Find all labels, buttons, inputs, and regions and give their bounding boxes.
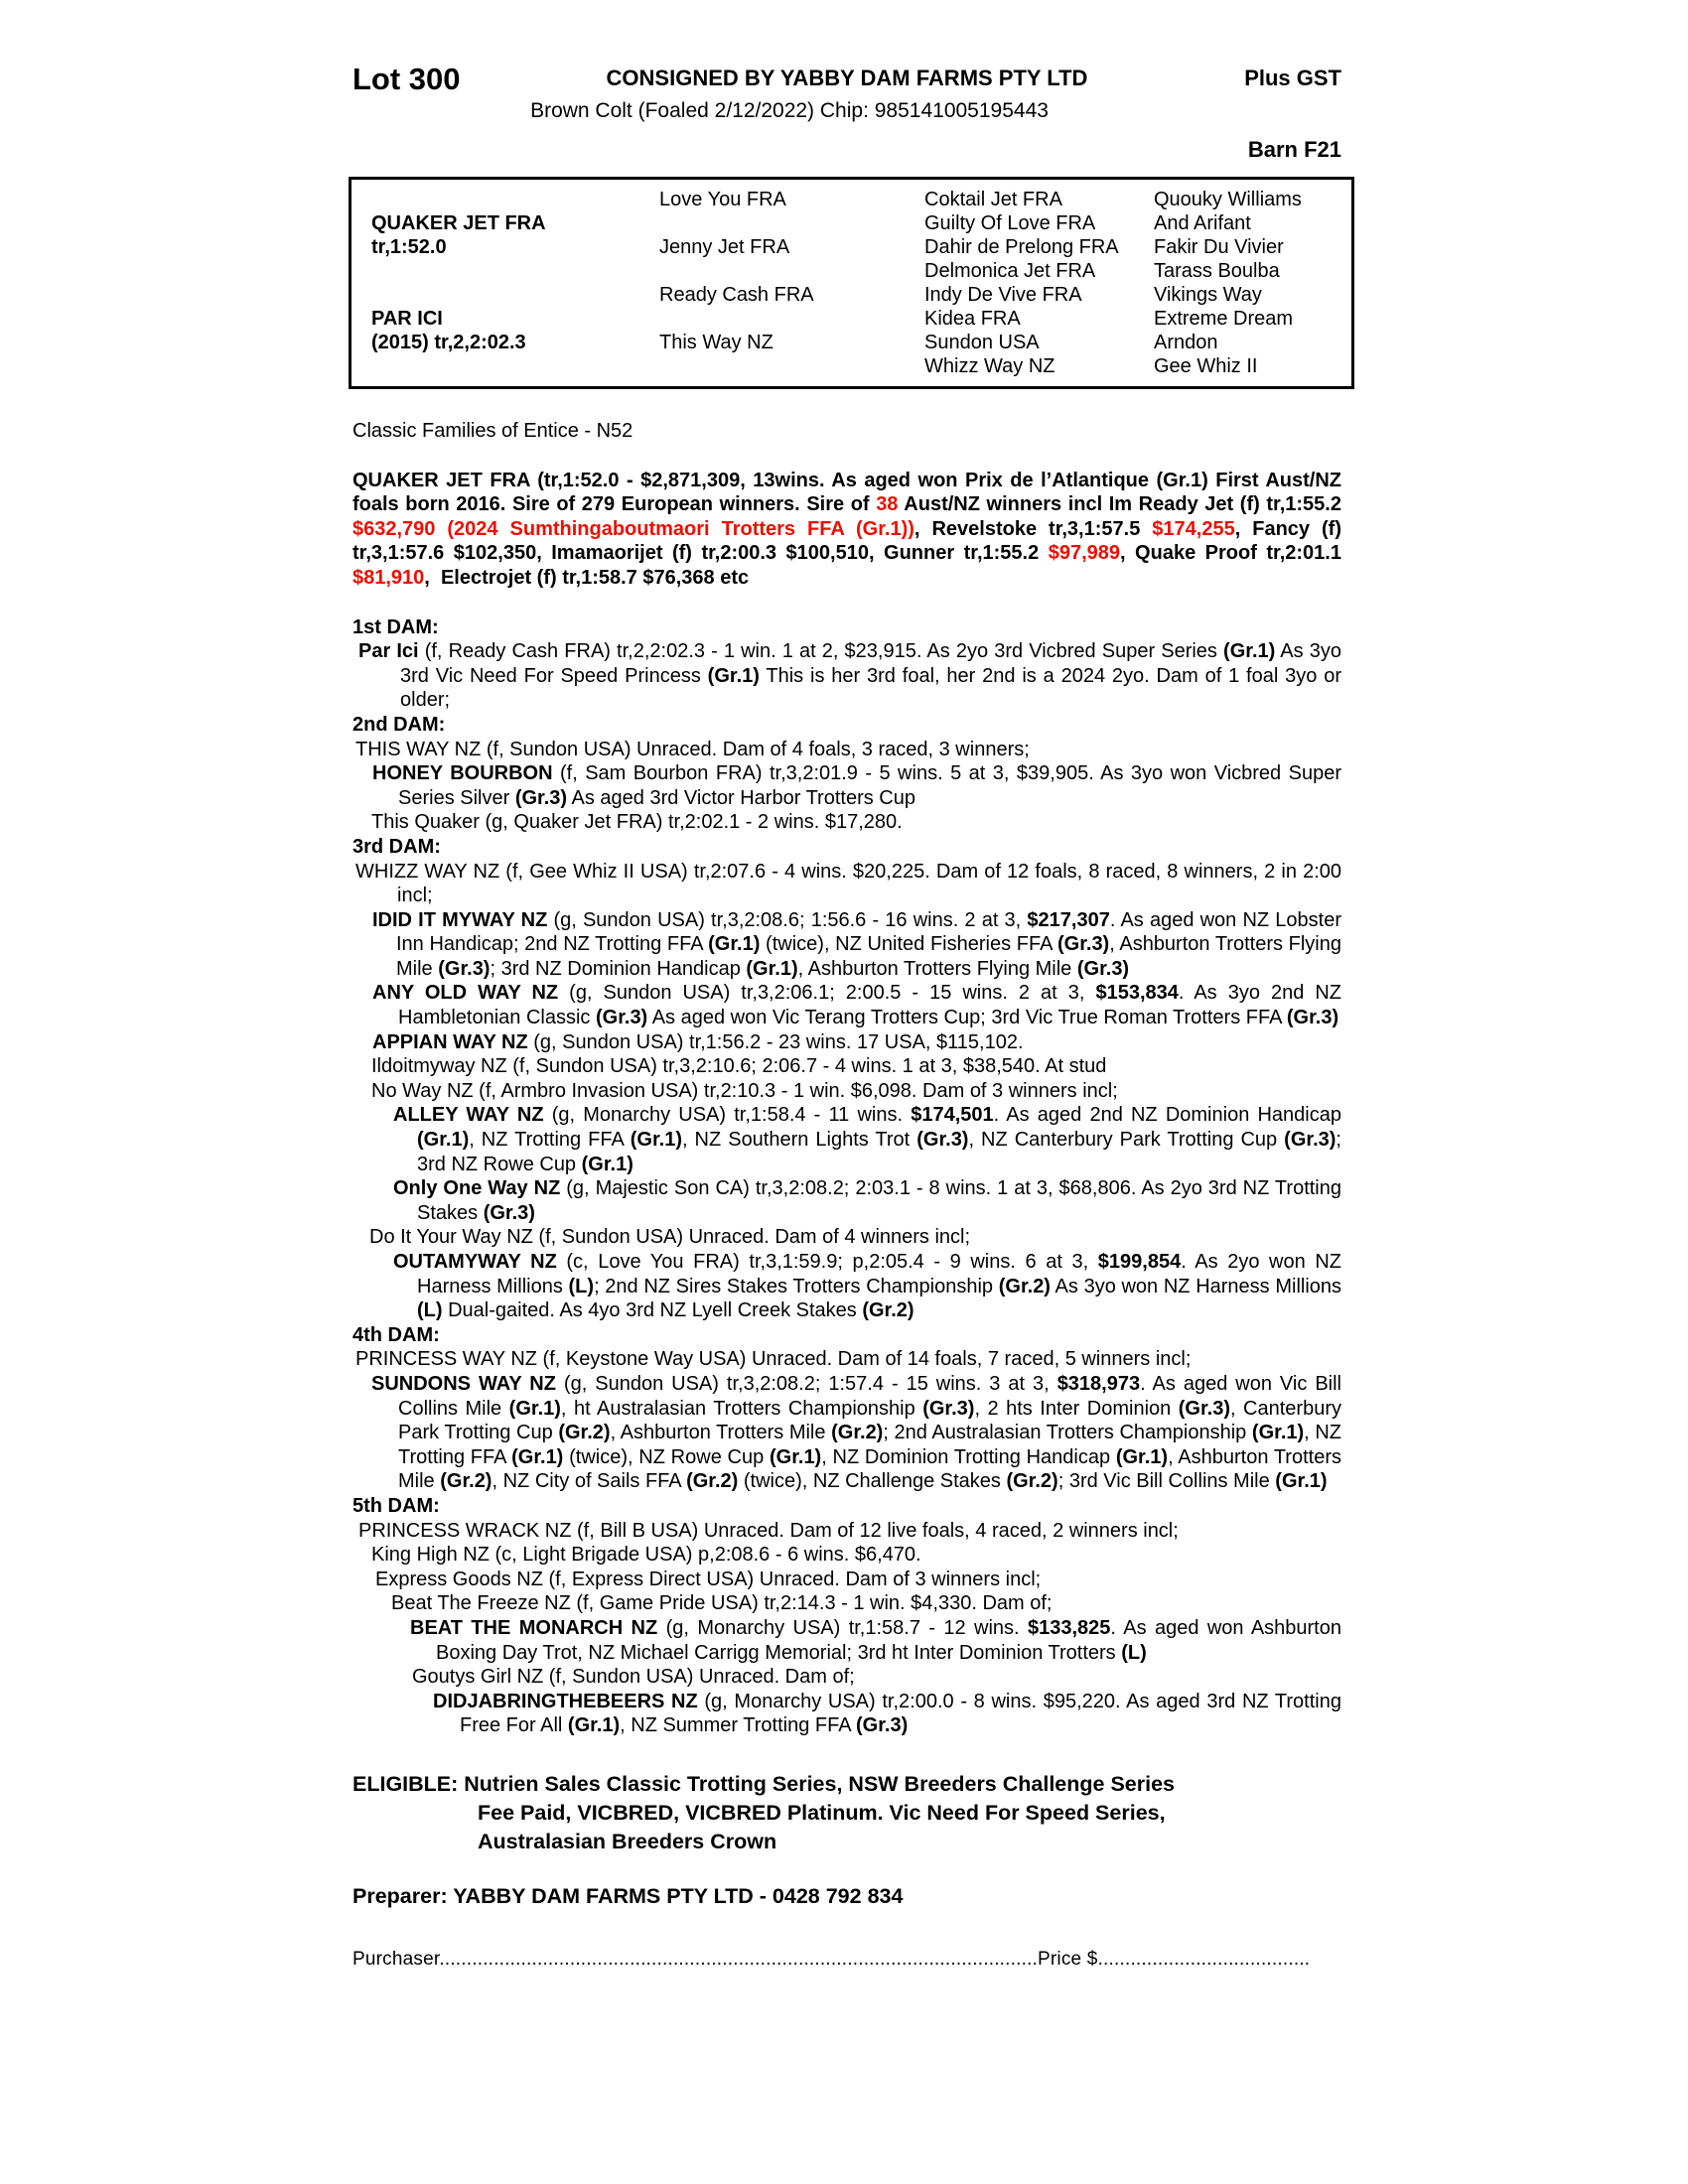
text-run: ; 3rd Vic Bill Collins Mile [1057, 1470, 1276, 1493]
pedigree-row [371, 331, 1351, 354]
dam3-do-it-your-way [352, 1225, 1341, 1250]
dam3-no-way [352, 1079, 1341, 1104]
red-highlight-text: $97,989 [1048, 542, 1120, 565]
pedigree-cell: Quouky Williams [1154, 189, 1302, 210]
dam5-goutys-girl [352, 1665, 1341, 1690]
text-run: (Gr.3) [1286, 1007, 1339, 1029]
pedigree-cell: Vikings Way [1154, 284, 1262, 306]
dam3-only-one-way [352, 1176, 1347, 1225]
text-run: This Quaker (g, Quaker Jet FRA) tr,2:02.1 - 2 wins. $17,280. [371, 811, 903, 834]
lot-number: Lot 300 [352, 62, 461, 96]
pedigree-cell: Coktail Jet FRA [924, 189, 1062, 210]
text-run: $318,973 [1056, 1372, 1141, 1395]
text-run: (Gr.2) [998, 1275, 1051, 1297]
text-run: Dual-gaited. As 4yo 3rd NZ Lyell Creek Stakes [442, 1299, 863, 1322]
text-run: QUAKER JET FRA (tr,1:52.0 - $2,871,309, 13wins. As aged won Prix de l’Atlantique (Gr.1) First Aust/NZ foals born 2016. Sire of 279 European winners. Sire of [352, 469, 1347, 516]
text-run: (Gr.2) [831, 1422, 884, 1444]
text-run: Only One Way NZ [393, 1177, 561, 1200]
text-run: PRINCESS WRACK NZ (f, Bill B USA) Unraced. Dam of 12 live foals, 4 raced, 2 winners incl; [358, 1519, 1179, 1542]
text-run: ; 2nd NZ Sires Stakes Trotters Championship [594, 1275, 999, 1297]
pedigree-row [371, 211, 1351, 235]
text-run: (twice), NZ Challenge Stakes [738, 1470, 1007, 1493]
red-highlight-text: $81,910 [352, 566, 425, 589]
text-run: (Gr.1) [1223, 640, 1276, 663]
text-run: (Gr.1) [511, 1445, 564, 1468]
red-highlight-text: 38 [876, 493, 899, 516]
pedigree-cell [659, 354, 924, 378]
content-column [352, 62, 1347, 1973]
text-run: (Gr.1) [567, 1714, 621, 1737]
text-run: OUTAMYWAY NZ [393, 1251, 557, 1273]
text-run: PRINCESS WAY NZ (f, Keystone Way USA) Unraced. Dam of 14 foals, 7 raced, 5 winners incl; [355, 1348, 1192, 1371]
text-run: (Gr.1) [1115, 1445, 1169, 1468]
dam4-princess-way [352, 1347, 1341, 1372]
text-run: (Gr.1) [746, 957, 798, 980]
dam4-heading [352, 1323, 1341, 1348]
text-run: (g, Sundon USA) tr,3,2:08.2; 1:57.4 - 15 wins. 3 at 3, [555, 1372, 1057, 1395]
text-run: WHIZZ WAY NZ (f, Gee Whiz II USA) tr,2:07.6 - 4 wins. $20,225. Dam of 12 foals, 8 raced, 8 winners, 2 in 2:00 incl; [355, 860, 1347, 907]
text-run: Aust/NZ winners incl Im Ready Jet (f) tr,1:55.2 [898, 493, 1347, 516]
pedigree-cell [371, 188, 659, 211]
text-run: As aged won Vic Terang Trotters Cup; 3rd Vic True Roman Trotters FFA [647, 1007, 1287, 1029]
pedigree-row [371, 283, 1351, 307]
text-run: (twice), NZ Rowe Cup [563, 1445, 770, 1468]
text-run: (Gr.3) [1178, 1397, 1230, 1420]
text-run: , Canterbury Park Trotting Cup [398, 1397, 1347, 1444]
pedigree-text [352, 419, 1347, 1973]
text-run: (Gr.1) [708, 933, 761, 956]
text-run: ; 3rd NZ Rowe Cup [417, 1129, 1347, 1175]
text-run: , Fancy (f) tr,3,1:57.6 $102,350, Imamaorijet (f) tr,2:00.3 $100,510, Gunner tr,1:55.2 [352, 517, 1347, 565]
preparer-line [352, 1884, 1341, 1909]
text-run: Ildoitmyway NZ (f, Sundon USA) tr,3,2:10.6; 2:06.7 - 4 wins. 1 at 3, $38,540. At stud [371, 1055, 1107, 1078]
text-run: (Gr.3) [1076, 957, 1130, 980]
text-run: ALLEY WAY NZ [393, 1104, 544, 1127]
text-run: IDID IT MYWAY NZ [372, 908, 548, 931]
dam3-appian-way [352, 1030, 1341, 1055]
text-run: (Gr.1) [581, 1153, 633, 1175]
pedigree-row [371, 259, 1351, 283]
pedigree-cell: Jenny Jet FRA [659, 236, 790, 258]
dam5-beat-the-monarch [352, 1616, 1347, 1665]
pedigree-row [371, 307, 1351, 331]
text-run: (L) [417, 1299, 443, 1322]
dam2-honey-bourbon [352, 761, 1347, 810]
text-run: (g, Sundon USA) tr,3,2:08.6; 1:56.6 - 16 wins. 2 at 3, [547, 908, 1028, 931]
text-run: No Way NZ (f, Armbro Invasion USA) tr,2:10.3 - 1 win. $6,098. Dam of 3 winners incl; [371, 1079, 1118, 1102]
text-run: (g, Majestic Son CA) tr,3,2:08.2; 2:03.1 - 8 wins. 1 at 3, $68,806. As 2yo 3rd NZ Trotting Stakes [417, 1177, 1347, 1224]
text-run: , NZ Trotting FFA [469, 1129, 631, 1152]
pedigree-cell: Love You FRA [659, 189, 786, 210]
text-run: ELIGIBLE: Nutrien Sales Classic Trotting Series, NSW Breeders Challenge Series [352, 1771, 1176, 1796]
pedigree-table [349, 177, 1354, 389]
text-run: HONEY BOURBON [372, 762, 553, 785]
pedigree-cell: Gee Whiz II [1154, 355, 1258, 377]
text-run: (Gr.3) [438, 957, 491, 980]
pedigree-cell: Arndon [1154, 332, 1218, 353]
pedigree-cell: Tarass Boulba [1154, 260, 1280, 282]
text-run: Par Ici [358, 640, 419, 663]
eligible-statement [352, 1770, 1341, 1856]
pedigree-cell: Extreme Dream [1154, 308, 1294, 330]
text-run: 1st DAM: [352, 615, 439, 638]
dam5-princess-wrack [352, 1519, 1341, 1544]
dam2-this-quaker [352, 810, 1341, 835]
pedigree-cell [659, 211, 924, 235]
red-highlight-text: $174,255 [1152, 517, 1235, 540]
text-run: . As aged won Vic Bill Collins Mile [398, 1372, 1347, 1420]
pedigree-cell: PAR ICI [371, 308, 443, 330]
text-run: Australasian Breeders Crown [478, 1829, 777, 1853]
family-line [352, 419, 1341, 444]
text-run: (f, Sam Bourbon FRA) tr,3,2:01.9 - 5 wins. 5 at 3, $39,905. As 3yo won Vicbred Super Series Silver [398, 762, 1347, 809]
dam5-heading [352, 1494, 1341, 1519]
purchaser-line [352, 1948, 1341, 1973]
pedigree-cell: Delmonica Jet FRA [924, 260, 1096, 282]
pedigree-cell: Ready Cash FRA [659, 284, 814, 306]
pedigree-cell: QUAKER JET FRA [371, 212, 546, 234]
dam2-heading [352, 713, 1341, 738]
text-run: (Gr.3) [1284, 1129, 1336, 1152]
text-run: (Gr.2) [558, 1422, 611, 1444]
pedigree-cell: (2015) tr,2,2:02.3 [371, 332, 526, 353]
pedigree-cell: Fakir Du Vivier [1154, 236, 1284, 258]
text-run: (Gr.2) [1006, 1470, 1058, 1493]
text-run: (g, Monarchy USA) tr,1:58.4 - 11 wins. [543, 1104, 912, 1127]
text-run: Purchaser [352, 1949, 440, 1971]
text-run: . As 2yo won NZ Harness Millions [417, 1251, 1347, 1297]
text-run: (Gr.1) [1275, 1470, 1328, 1493]
text-run: Goutys Girl NZ (f, Sundon USA) Unraced. Dam of; [412, 1666, 855, 1689]
text-run: BEAT THE MONARCH NZ [410, 1616, 658, 1639]
text-run: As 3yo 3rd Vic Need For Speed Princess [400, 640, 1347, 687]
pedigree-cell [659, 307, 924, 331]
text-run: , ht Australasian Trotters Championship [560, 1397, 923, 1420]
dam5-express-goods [352, 1568, 1341, 1592]
red-highlight-text: $632,790 (2024 Sumthingaboutmaori Trotters FFA (Gr.1)) [352, 517, 914, 540]
text-run: $174,501 [911, 1104, 994, 1127]
text-run: , Ashburton Trotters Mile [398, 1445, 1347, 1493]
barn-label: Barn F21 [1247, 137, 1341, 162]
pedigree-cell: tr,1:52.0 [371, 236, 447, 258]
text-run: (Gr.3) [922, 1397, 975, 1420]
text-run: (Gr.3) [1056, 933, 1110, 956]
pedigree-cell [371, 283, 659, 307]
dam2-this-way [352, 738, 1341, 762]
text-run: $199,854 [1097, 1251, 1182, 1273]
pedigree-cell: This Way NZ [659, 332, 774, 353]
pedigree-cell: Dahir de Prelong FRA [924, 236, 1119, 258]
text-run: (c, Love You FRA) tr,3,1:59.9; p,2:05.4 - 9 wins. 6 at 3, [556, 1251, 1098, 1273]
text-run: Preparer: YABBY DAM FARMS PTY LTD - 0428 792 834 [352, 1883, 904, 1908]
pedigree-cell [659, 259, 924, 283]
text-run: . As aged won Ashburton Boxing Day Trot, NZ Michael Carrigg Memorial; 3rd ht Inter Dominion Trotters [436, 1616, 1347, 1664]
text-run: (g, Sundon USA) tr,3,2:06.1; 2:00.5 - 15 wins. 2 at 3, [558, 982, 1096, 1005]
text-run: As 3yo won NZ Harness Millions [1050, 1275, 1347, 1297]
text-run: (Gr.1) [1251, 1422, 1305, 1444]
pedigree-row [371, 188, 1351, 211]
colt-description: Brown Colt (Foaled 2/12/2022) Chip: 985141005195443 [530, 99, 1049, 122]
text-run: (Gr.1) [630, 1129, 682, 1152]
text-run: Beat The Freeze NZ (f, Game Pride USA) tr,2:14.3 - 1 win. $4,330. Dam of; [391, 1592, 1053, 1615]
text-run: (Gr.2) [686, 1470, 739, 1493]
text-run: ; 2nd Australasian Trotters Championship [883, 1422, 1252, 1444]
text-run: $217,307 [1027, 908, 1110, 931]
pedigree-cell: Sundon USA [924, 332, 1040, 353]
text-run: .............................................................................................................. [439, 1949, 1039, 1971]
pedigree-cell: Indy De Vive FRA [924, 284, 1082, 306]
dam1-heading [352, 615, 1341, 640]
text-run: (Gr.3) [916, 1129, 969, 1152]
text-run: ; 3rd NZ Dominion Handicap [490, 957, 747, 980]
text-run: (g, Monarchy USA) tr,1:58.7 - 12 wins. [657, 1616, 1028, 1639]
text-run: (Gr.2) [440, 1470, 492, 1493]
text-run: , NZ Canterbury Park Trotting Cup [968, 1129, 1285, 1152]
text-run: $133,825 [1027, 1616, 1111, 1639]
text-run: . As 3yo 2nd NZ Hambletonian Classic [398, 982, 1347, 1029]
text-run: THIS WAY NZ (f, Sundon USA) Unraced. Dam of 4 foals, 3 raced, 3 winners; [355, 738, 1030, 760]
text-run: (Gr.3) [856, 1714, 909, 1737]
text-run: , Quake Proof tr,2:01.1 [1120, 542, 1347, 565]
dam5-didjabringthebeers [352, 1690, 1347, 1738]
text-run: Do It Your Way NZ (f, Sundon USA) Unraced. Dam of 4 winners incl; [369, 1226, 971, 1249]
text-run: , 2 hts Inter Dominion [974, 1397, 1179, 1420]
dam5-beat-the-freeze [352, 1591, 1341, 1616]
consignor-title: CONSIGNED BY YABBY DAM FARMS PTY LTD [606, 66, 1088, 90]
pedigree-cell [371, 354, 659, 378]
text-run: SUNDONS WAY NZ [371, 1372, 556, 1395]
pedigree-cell: Whizz Way NZ [924, 355, 1055, 377]
text-run: (Gr.2) [862, 1299, 914, 1322]
text-run: . As aged 2nd NZ Dominion Handicap [993, 1104, 1347, 1127]
text-run: , Ashburton Trotters Flying Mile [797, 957, 1077, 980]
dam5-king-high [352, 1543, 1341, 1568]
pedigree-cell: And Arifant [1154, 212, 1251, 234]
text-run: , Ashburton Trotters Flying Mile [396, 933, 1347, 980]
text-run: , Electrojet (f) tr,1:58.7 $76,368 etc [424, 566, 750, 589]
text-run: As aged 3rd Victor Harbor Trotters Cup [567, 786, 915, 809]
text-run: (Gr.1) [508, 1397, 561, 1420]
pedigree-row [371, 354, 1351, 378]
dam3-idid-it-myway [352, 908, 1347, 982]
text-run: King High NZ (c, Light Brigade USA) p,2:08.6 - 6 wins. $6,470. [371, 1544, 921, 1567]
dam3-heading [352, 835, 1341, 860]
text-run: , NZ City of Sails FFA [492, 1470, 687, 1493]
text-run: (f, Ready Cash FRA) tr,2,2:02.3 - 1 win. 1 at 2, $23,915. As 2yo 3rd Vicbred Super Series [418, 640, 1224, 663]
text-run: , Ashburton Trotters Mile [610, 1422, 832, 1444]
pedigree-row [371, 235, 1351, 259]
text-run: ANY OLD WAY NZ [372, 982, 559, 1005]
dam3-ildoitmyway [352, 1054, 1341, 1079]
text-run: Fee Paid, VICBRED, VICBRED Platinum. Vic Need For Speed Series, [478, 1800, 1166, 1825]
text-run: (Gr.1) [769, 1445, 822, 1468]
text-run: (L) [1121, 1641, 1147, 1664]
text-run: Classic Families of Entice - N52 [352, 420, 633, 442]
text-run: , NZ Southern Lights Trot [682, 1129, 917, 1152]
pedigree-cell [371, 259, 659, 283]
text-run: (Gr.3) [514, 786, 568, 809]
dam1-par-ici [352, 639, 1347, 713]
text-run: Express Goods NZ (f, Express Direct USA) Unraced. Dam of 3 winners incl; [375, 1568, 1042, 1590]
pedigree-cell: Kidea FRA [924, 308, 1021, 330]
text-run: , Revelstoke tr,3,1:57.5 [914, 517, 1153, 540]
text-run: (Gr.1) [707, 664, 760, 687]
header-row [352, 62, 1341, 97]
text-run: 4th DAM: [352, 1323, 440, 1346]
dam4-sundons-way [352, 1372, 1347, 1494]
plus-gst-label: Plus GST [1244, 66, 1341, 90]
dam3-whizz-way [352, 860, 1347, 908]
text-run: ....................................... [1097, 1949, 1311, 1971]
text-run: $153,834 [1095, 982, 1179, 1005]
dam3-outamyway [352, 1250, 1347, 1323]
sire-summary [352, 469, 1347, 591]
dam3-any-old-way [352, 981, 1347, 1029]
text-run: (Gr.3) [483, 1201, 535, 1224]
text-run: , NZ Trotting FFA [398, 1422, 1347, 1468]
text-run: 5th DAM: [352, 1494, 440, 1517]
text-run: (Gr.3) [595, 1007, 648, 1029]
text-run: , NZ Summer Trotting FFA [620, 1714, 857, 1737]
text-run: 3rd DAM: [352, 835, 441, 858]
pedigree-cell: Guilty Of Love FRA [924, 212, 1096, 234]
text-run: (g, Monarchy USA) tr,2:00.0 - 8 wins. $95,220. As aged 3rd NZ Trotting Free For All [460, 1690, 1347, 1737]
text-run: DIDJABRINGTHEBEERS NZ [433, 1690, 698, 1712]
text-run: (twice), NZ United Fisheries FFA [760, 933, 1057, 956]
text-run: (g, Sundon USA) tr,1:56.2 - 23 wins. 17 USA, $115,102. [527, 1030, 1024, 1053]
text-run: , NZ Dominion Trotting Handicap [821, 1445, 1116, 1468]
text-run: This is her 3rd foal, her 2nd is a 2024 2yo. Dam of 1 foal 3yo or older; [400, 664, 1347, 712]
text-run: APPIAN WAY NZ [372, 1030, 528, 1053]
text-run: Price $ [1038, 1949, 1098, 1971]
text-run: (L) [568, 1275, 595, 1297]
text-run: (Gr.1) [417, 1129, 470, 1152]
text-run: 2nd DAM: [352, 713, 446, 736]
dam3-alley-way [352, 1103, 1347, 1176]
text-run: . As aged won NZ Lobster Inn Handicap; 2nd NZ Trotting FFA [396, 908, 1347, 956]
